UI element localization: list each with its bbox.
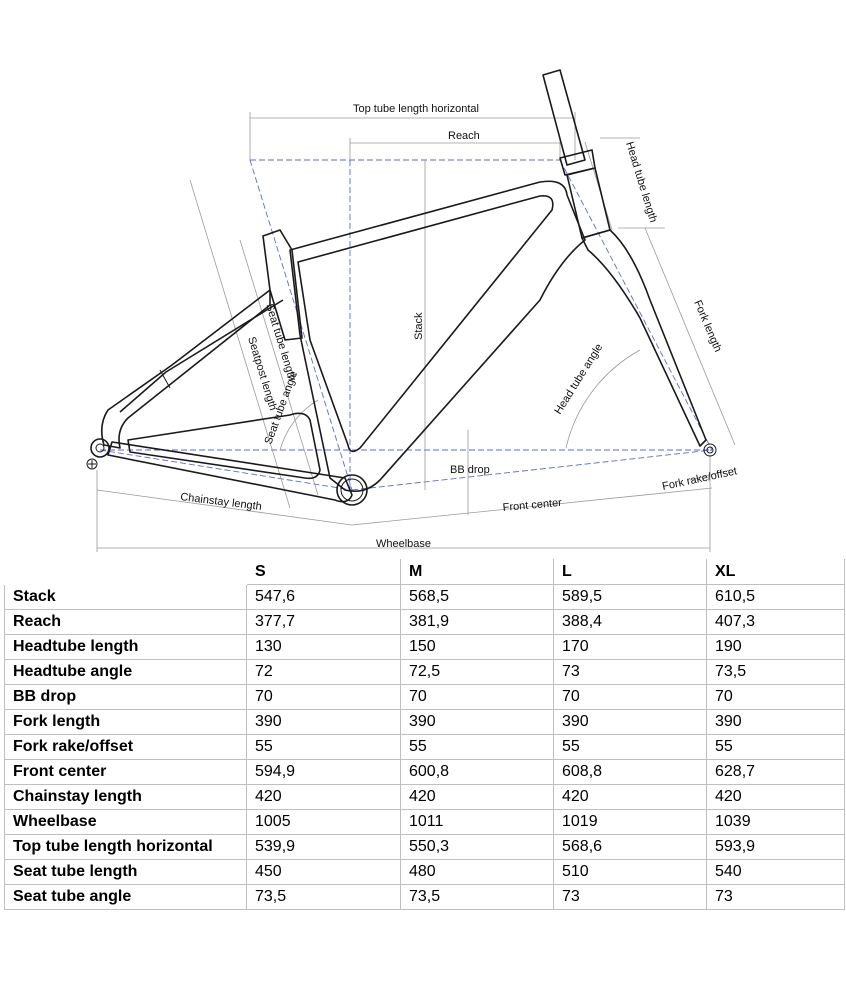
table-cell: 70 (401, 685, 554, 710)
table-cell: 568,6 (554, 835, 707, 860)
table-cell: 72,5 (401, 660, 554, 685)
label-seatpost-length: Seatpost length (245, 335, 279, 412)
label-stack: Stack (413, 312, 425, 340)
row-label: Headtube angle (5, 660, 247, 685)
row-label: Stack (5, 585, 247, 610)
table-row (5, 610, 845, 635)
label-top-tube-length-horizontal: Top tube length horizontal (353, 103, 479, 115)
table-cell: 390 (247, 710, 401, 735)
table-corner-cell (5, 560, 247, 585)
table-cell: 150 (401, 635, 554, 660)
table-cell: 480 (401, 860, 554, 885)
table-cell: 55 (554, 735, 707, 760)
label-head-tube-length: Head tube length (623, 140, 660, 225)
table-cell: 1039 (707, 810, 845, 835)
table-row (5, 860, 845, 885)
table-cell: 1019 (554, 810, 707, 835)
table-cell: 170 (554, 635, 707, 660)
table-cell: 547,6 (247, 585, 401, 610)
table-cell: 72 (247, 660, 401, 685)
table-cell: 600,8 (401, 760, 554, 785)
bike-frame (87, 70, 716, 505)
table-cell: 1011 (401, 810, 554, 835)
main-triangle-outer (290, 181, 585, 491)
rear-axle (96, 444, 104, 452)
table-cell: 593,9 (707, 835, 845, 860)
table-cell: 381,9 (401, 610, 554, 635)
label-head-tube-angle: Head tube angle (552, 341, 606, 417)
table-cell: 190 (707, 635, 845, 660)
label-reach: Reach (448, 130, 480, 142)
label-seat-tube-angle: Seat tube angle (262, 369, 301, 447)
table-cell: 594,9 (247, 760, 401, 785)
row-label: Seat tube angle (5, 885, 247, 910)
label-seat-tube-length: Seat tube length (263, 302, 299, 383)
geometry-table (4, 559, 845, 910)
row-label: Reach (5, 610, 247, 635)
table-cell: 568,5 (401, 585, 554, 610)
table-header-row (5, 560, 845, 585)
row-label: Headtube length (5, 635, 247, 660)
table-cell: 70 (707, 685, 845, 710)
size-header: L (554, 560, 707, 585)
size-header: S (247, 560, 401, 585)
label-fork-length: Fork length (691, 298, 724, 354)
row-label: Seat tube length (5, 860, 247, 885)
table-cell: 420 (401, 785, 554, 810)
rear-dropout (91, 439, 109, 457)
rear-triangle-inner (128, 413, 320, 478)
table-cell: 550,3 (401, 835, 554, 860)
table-row (5, 710, 845, 735)
table-cell: 407,3 (707, 610, 845, 635)
table-cell: 540 (707, 860, 845, 885)
table-cell: 589,5 (554, 585, 707, 610)
table-cell: 420 (707, 785, 845, 810)
table-cell: 55 (401, 735, 554, 760)
table-row (5, 660, 845, 685)
size-header: M (401, 560, 554, 585)
table-cell: 73 (554, 885, 707, 910)
table-row (5, 760, 845, 785)
table-cell: 73 (707, 885, 845, 910)
table-cell: 390 (707, 710, 845, 735)
table-row (5, 585, 845, 610)
row-label: Fork rake/offset (5, 735, 247, 760)
row-label: Chainstay length (5, 785, 247, 810)
table-cell: 73,5 (707, 660, 845, 685)
label-fork-rake-offset: Fork rake/offset (661, 465, 739, 493)
table-row (5, 785, 845, 810)
table-row (5, 810, 845, 835)
table-cell: 388,4 (554, 610, 707, 635)
table-cell: 608,8 (554, 760, 707, 785)
row-label: Top tube length horizontal (5, 835, 247, 860)
label-chainstay-length: Chainstay length (179, 491, 263, 513)
table-cell: 70 (247, 685, 401, 710)
table-cell: 1005 (247, 810, 401, 835)
row-label: BB drop (5, 685, 247, 710)
table-cell: 539,9 (247, 835, 401, 860)
table-cell: 70 (554, 685, 707, 710)
table-row (5, 635, 845, 660)
table-cell: 628,7 (707, 760, 845, 785)
table-cell: 390 (401, 710, 554, 735)
row-label: Fork length (5, 710, 247, 735)
head-tube (567, 168, 610, 238)
steerer-tube (543, 70, 585, 165)
table-body (5, 585, 845, 910)
table-cell: 450 (247, 860, 401, 885)
table-cell: 420 (554, 785, 707, 810)
table-row (5, 835, 845, 860)
table-cell: 55 (247, 735, 401, 760)
table-cell: 130 (247, 635, 401, 660)
row-label: Front center (5, 760, 247, 785)
table-cell: 73 (554, 660, 707, 685)
table-row (5, 885, 845, 910)
seat-stay (102, 290, 270, 448)
label-wheelbase: Wheelbase (376, 538, 432, 550)
table-cell: 55 (707, 735, 845, 760)
row-label: Wheelbase (5, 810, 247, 835)
fork (582, 230, 706, 446)
table-row (5, 685, 845, 710)
table-cell: 610,5 (707, 585, 845, 610)
label-bb-drop: BB drop (450, 464, 490, 476)
table-row (5, 735, 845, 760)
table-cell: 420 (247, 785, 401, 810)
table-cell: 510 (554, 860, 707, 885)
size-header: XL (707, 560, 845, 585)
table-cell: 377,7 (247, 610, 401, 635)
label-front-center: Front center (502, 496, 563, 514)
table-cell: 73,5 (247, 885, 401, 910)
construction-guides (100, 160, 712, 490)
table-cell: 73,5 (401, 885, 554, 910)
table-cell: 390 (554, 710, 707, 735)
